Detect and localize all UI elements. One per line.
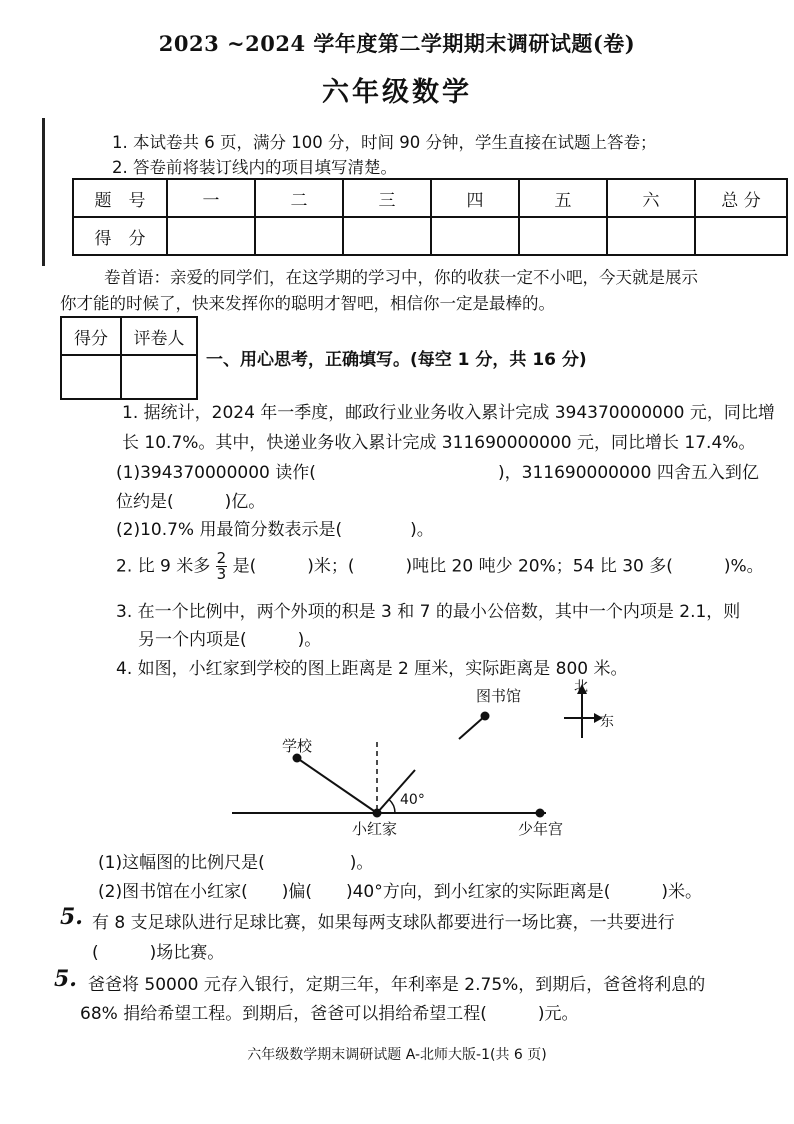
score-table-column: 总 分 <box>695 179 787 217</box>
angle-label: 40° <box>400 792 425 808</box>
score-table-column: 六 <box>607 179 695 217</box>
section-1-heading: 一、用心思考，正确填写。(每空 1 分，共 16 分) <box>206 350 587 370</box>
q1-part2: (2)10.7% 用最简分数表示是( )。 <box>116 520 434 540</box>
exam-title: 2023 ~2024 学年度第二学期期末调研试题(卷) <box>158 31 636 56</box>
q2-prefix: 2. 比 9 米多 <box>116 556 211 577</box>
line-home-to-library <box>377 716 485 813</box>
q1-part1-rest: )，311690000000 四舍五入到亿 <box>498 463 759 483</box>
q4-line-1: 4. 如图，小红家到学校的图上距离是 2 厘米，实际距离是 800 米。 <box>116 659 628 679</box>
q1-line-1: 1. 据统计，2024 年一季度，邮政行业业务收入累计完成 394370000000 元，同比增 <box>122 403 775 423</box>
q1-part1-label: (1)394370000000 读作( <box>116 463 316 483</box>
score-table-column: 四 <box>431 179 519 217</box>
q6-line-2: 68% 捐给希望工程。到期后，爸爸可以捐给希望工程( )元。 <box>80 1004 579 1024</box>
library-point <box>481 712 490 721</box>
score-table-row-label: 得 分 <box>73 217 167 255</box>
q5-number: 5. <box>60 904 83 930</box>
q3-line-2: 另一个内项是( )。 <box>138 630 322 650</box>
q3-line-1: 3. 在一个比例中，两个外项的积是 3 和 7 的最小公倍数，其中一个内项是 2.1，则 <box>116 602 741 622</box>
north-label: 北 <box>574 679 588 695</box>
angle-arc <box>389 800 395 814</box>
q4-part2: (2)图书馆在小红家( )偏( )40°方向，到小红家的实际距离是( )米。 <box>98 882 703 902</box>
score-table-column: 五 <box>519 179 607 217</box>
q6-line-1: 爸爸将 50000 元存入银行，定期三年，年利率是 2.75%，到期后，爸爸将利息的 <box>88 975 706 995</box>
q5-line-1: 有 8 支足球队进行足球比赛，如果每两支球队都要进行一场比赛，一共要进行 <box>92 913 675 933</box>
library-label: 图书馆 <box>476 687 522 705</box>
q6-number: 5. <box>54 966 77 992</box>
home-label: 小红家 <box>352 820 398 838</box>
score-table-row-label: 题 号 <box>73 179 167 217</box>
page-footer: 六年级数学期末调研试题 A-北师大版-1(共 6 页) <box>247 1047 547 1063</box>
note-2: 2. 答卷前将装订线内的项目填写清楚。 <box>112 158 397 177</box>
grader-score-header: 得分 <box>61 317 121 355</box>
exam-subject-title: 六年级数学 <box>322 77 472 108</box>
score-table-column: 三 <box>343 179 431 217</box>
fraction-denominator: 3 <box>216 565 227 583</box>
grader-name-header: 评卷人 <box>121 317 197 355</box>
q2-suffix: 是( )米；( )吨比 20 吨少 20%；54 比 30 多( )%。 <box>232 556 764 577</box>
school-label: 学校 <box>282 737 313 755</box>
fraction-numerator: 2 <box>216 549 227 567</box>
q4-part1: (1)这幅图的比例尺是( )。 <box>98 853 374 873</box>
score-table-column: 一 <box>167 179 255 217</box>
q1-part1-line-2: 位约是( )亿。 <box>116 492 266 512</box>
note-1: 1. 本试卷共 6 页，满分 100 分，时间 90 分钟，学生直接在试题上答卷； <box>112 133 657 152</box>
home-point <box>373 809 382 818</box>
score-table-column: 二 <box>255 179 343 217</box>
youth-palace-point <box>536 809 545 818</box>
east-label: 东 <box>600 714 614 730</box>
intro-line-1: 卷首语：亲爱的同学们，在这学期的学习中，你的收获一定不小吧，今天就是展示 <box>104 268 698 287</box>
intro-line-2: 你才能的时候了，快来发挥你的聪明才智吧，相信你一定是最棒的。 <box>60 294 555 313</box>
q5-line-2: ( )场比赛。 <box>92 943 225 963</box>
line-home-to-school <box>297 758 377 813</box>
youth-palace-label: 少年宫 <box>518 820 564 838</box>
q1-line-2: 长 10.7%。其中，快递业务收入累计完成 311690000000 元，同比增长 17.4%。 <box>122 433 756 453</box>
